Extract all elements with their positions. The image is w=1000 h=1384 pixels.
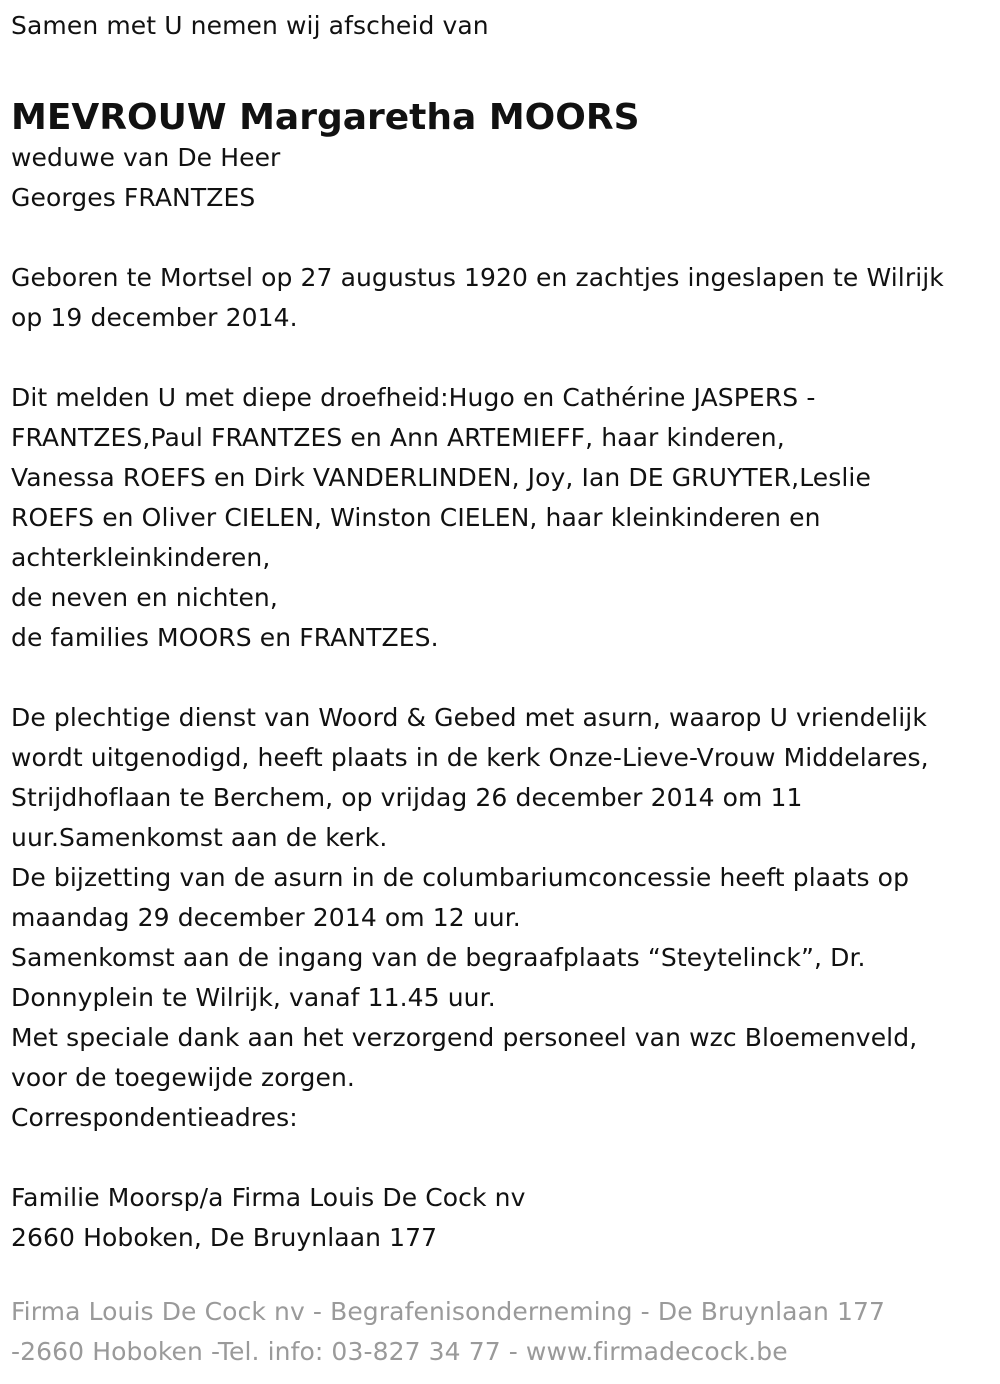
footer-line: Firma Louis De Cock nv - Begrafenisonderneming - De Bruynlaan 177 [11, 1297, 886, 1326]
address-line: Familie Moorsp/a Firma Louis De Cock nv [11, 1183, 526, 1212]
paragraph-line: Geboren te Mortsel op 27 augustus 1920 en zachtjes ingeslapen te Wilrijk [11, 263, 944, 292]
paragraph-line: ROEFS en Oliver CIELEN, Winston CIELEN, haar kleinkinderen en [11, 503, 821, 532]
spacer [11, 338, 996, 378]
paragraph-line: Samenkomst aan de ingang van de begraafplaats “Steytelinck”, Dr. [11, 943, 866, 972]
paragraph-line: de neven en nichten, [11, 583, 278, 612]
birth-death-paragraph [11, 258, 996, 338]
address-line: 2660 Hoboken, De Bruynlaan 177 [11, 1223, 438, 1252]
paragraph-line: De plechtige dienst van Woord & Gebed met asurn, waarop U vriendelijk [11, 703, 927, 732]
family-paragraph [11, 378, 996, 658]
widow-line-2: Georges FRANTZES [11, 183, 256, 212]
paragraph-line: Donnyplein te Wilrijk, vanaf 11.45 uur. [11, 983, 496, 1012]
obituary-notice [11, 6, 996, 1258]
funeral-home-footer [11, 1292, 885, 1372]
paragraph-line: achterkleinkinderen, [11, 543, 271, 572]
paragraph-line: de families MOORS en FRANTZES. [11, 623, 439, 652]
paragraph-line: Strijdhoflaan te Berchem, op vrijdag 26 december 2014 om 11 [11, 783, 803, 812]
paragraph-line: De bijzetting van de asurn in de columbariumconcessie heeft plaats op [11, 863, 910, 892]
spacer [11, 658, 996, 698]
paragraph-line: voor de toegewijde zorgen. [11, 1063, 355, 1092]
paragraph-line: FRANTZES,Paul FRANTZES en Ann ARTEMIEFF, haar kinderen, [11, 423, 785, 452]
correspondence-address [11, 1178, 996, 1258]
paragraph-line: maandag 29 december 2014 om 12 uur. [11, 903, 521, 932]
paragraph-line: Correspondentieadres: [11, 1103, 298, 1132]
paragraph-line: wordt uitgenodigd, heeft plaats in de kerk Onze-Lieve-Vrouw Middelares, [11, 743, 929, 772]
paragraph-line: Dit melden U met diepe droefheid:Hugo en Cathérine JASPERS - [11, 383, 816, 412]
spacer [11, 218, 996, 258]
spacer [11, 1138, 996, 1178]
paragraph-line: uur.Samenkomst aan de kerk. [11, 823, 388, 852]
paragraph-line: Vanessa ROEFS en Dirk VANDERLINDEN, Joy, Ian DE GRUYTER,Leslie [11, 463, 871, 492]
intro-text: Samen met U nemen wij afscheid van [11, 11, 489, 40]
deceased-name: MEVROUW Margaretha MOORS [11, 97, 640, 138]
widow-line-1: weduwe van De Heer [11, 143, 281, 172]
paragraph-line: op 19 december 2014. [11, 303, 298, 332]
footer-line: -2660 Hoboken -Tel. info: 03-827 34 77 - www.firmadecock.be [11, 1337, 788, 1366]
paragraph-line: Met speciale dank aan het verzorgend personeel van wzc Bloemenveld, [11, 1023, 918, 1052]
ceremony-paragraph [11, 698, 996, 1138]
